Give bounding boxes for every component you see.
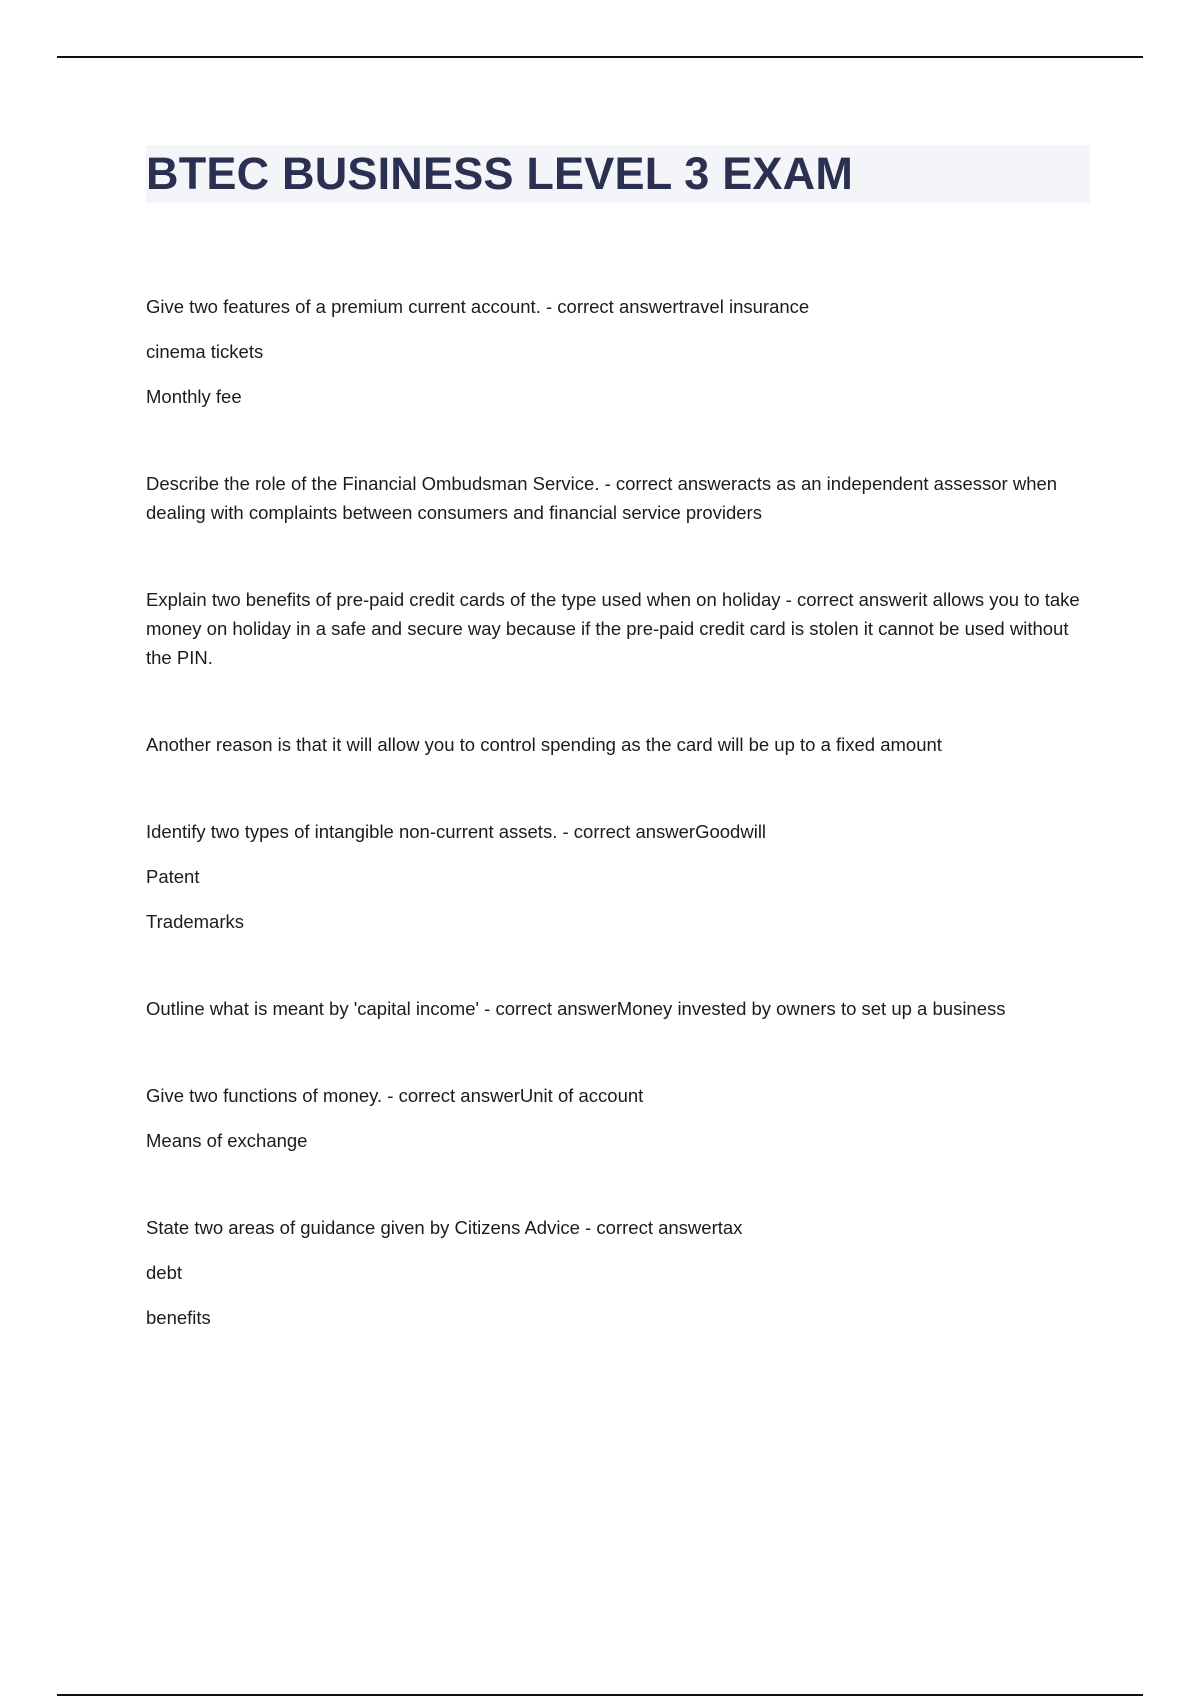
qa-line: Give two features of a premium current account. - correct answertravel insurance [146, 296, 810, 317]
top-rule [57, 56, 1143, 58]
qa-line: Describe the role of the Financial Ombudsman Service. - correct answeracts as an independent assessor when dealing with complaints between consumers and financial service providers [146, 473, 1058, 523]
qa-line: benefits [146, 1307, 211, 1328]
qa-list [146, 292, 1090, 1390]
qa-item [146, 585, 1090, 672]
qa-item [146, 292, 1090, 411]
qa-line: Another reason is that it will allow you to control spending as the card will be up to a fixed amount [146, 734, 942, 755]
qa-line: Explain two benefits of pre-paid credit cards of the type used when on holiday - correct answerit allows you to take money on holiday in a safe and secure way because if the pre-paid credit card is stolen it cannot be used without the PIN. [146, 589, 1080, 668]
qa-line: Outline what is meant by 'capital income' - correct answerMoney invested by owners to set up a business [146, 998, 1006, 1019]
qa-item [146, 469, 1090, 527]
bottom-rule [57, 1694, 1143, 1696]
qa-line: Monthly fee [146, 386, 242, 407]
qa-line: cinema tickets [146, 341, 264, 362]
qa-line: Means of exchange [146, 1130, 308, 1151]
qa-item [146, 730, 1090, 759]
qa-line: Give two functions of money. - correct answerUnit of account [146, 1085, 644, 1106]
document-title: BTEC BUSINESS LEVEL 3 EXAM [146, 148, 854, 199]
qa-line: Patent [146, 866, 200, 887]
qa-line: Identify two types of intangible non-current assets. - correct answerGoodwill [146, 821, 767, 842]
qa-item [146, 994, 1090, 1023]
qa-item [146, 817, 1090, 936]
qa-line: Trademarks [146, 911, 245, 932]
qa-line: debt [146, 1262, 183, 1283]
qa-item [146, 1081, 1090, 1155]
qa-line: State two areas of guidance given by Citizens Advice - correct answertax [146, 1217, 743, 1238]
qa-item [146, 1213, 1090, 1332]
